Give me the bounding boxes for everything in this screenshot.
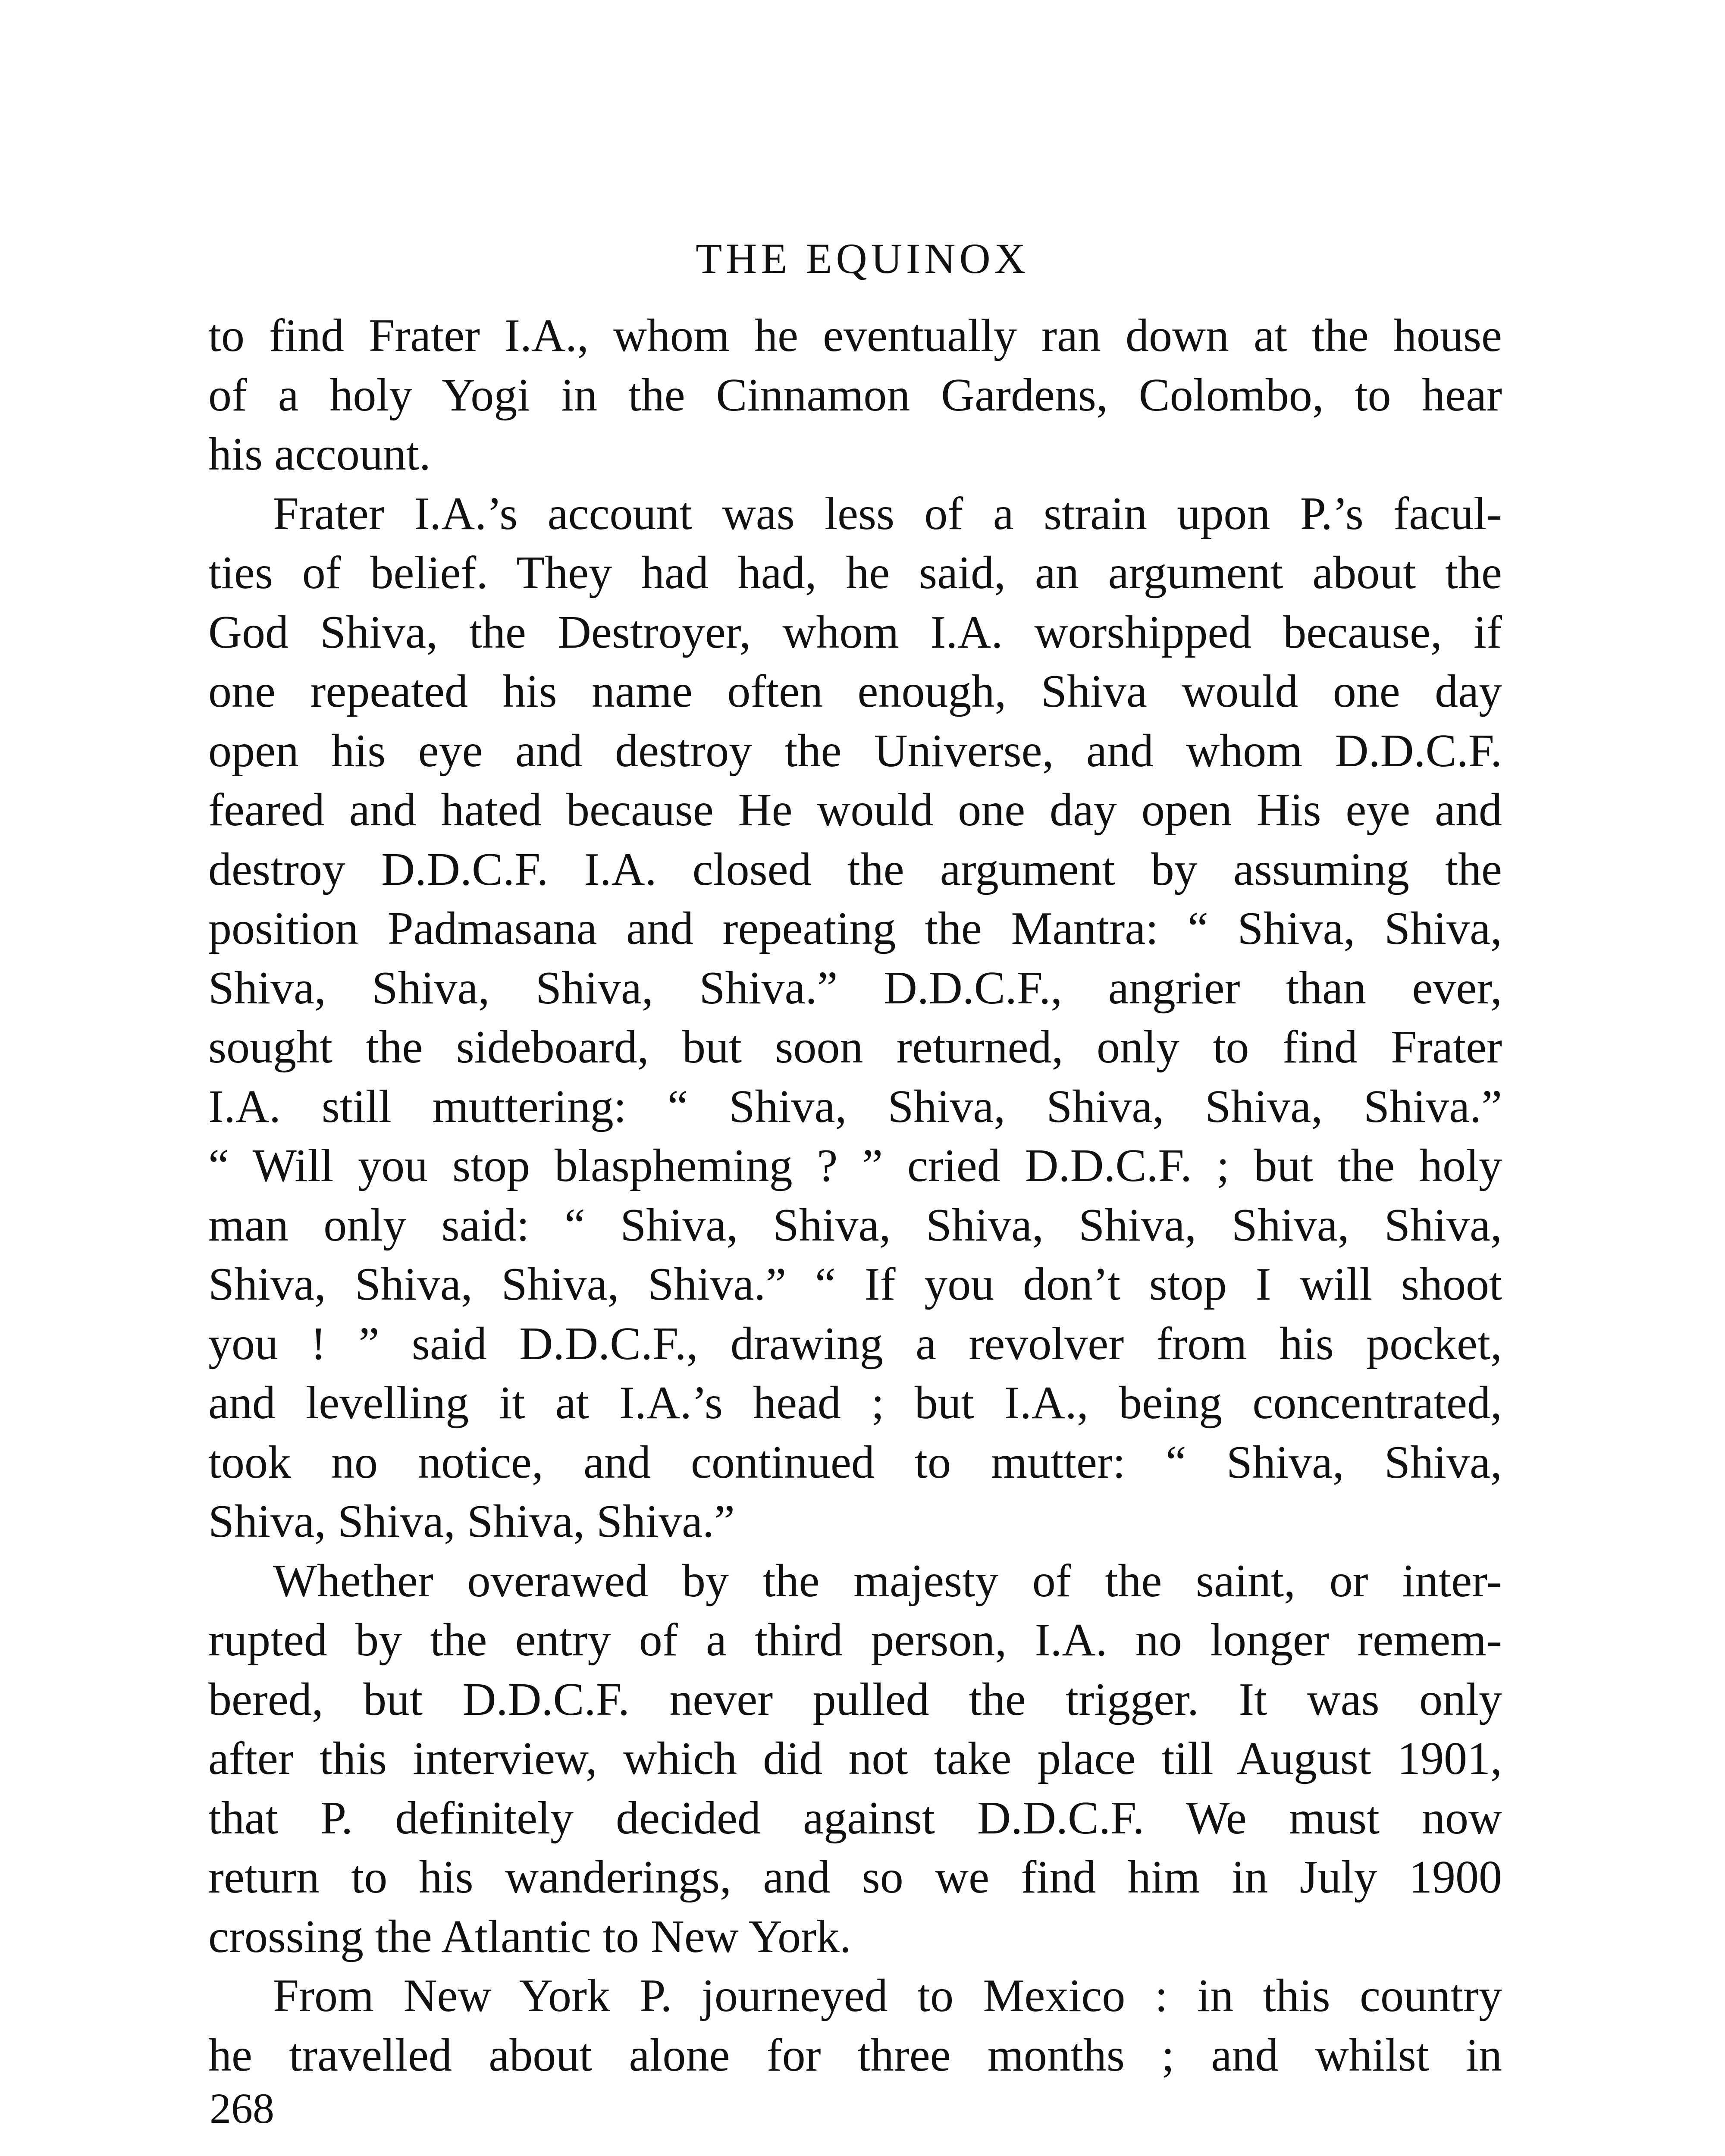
text-line: “ Will you stop blaspheming ? ” cried D.D.C.F. ; but the holy xyxy=(208,1140,1502,1191)
text-line: Whether overawed by the majesty of the saint, or inter- xyxy=(273,1555,1502,1607)
text-line: Shiva, Shiva, Shiva, Shiva.” D.D.C.F., angrier than ever, xyxy=(208,962,1502,1014)
body-text xyxy=(208,306,1502,2085)
text-line: Shiva, Shiva, Shiva, Shiva.” xyxy=(208,1496,735,1547)
text-line: of a holy Yogi in the Cinnamon Gardens, Colombo, to hear xyxy=(208,369,1502,421)
text-line: he travelled about alone for three months ; and whilst in xyxy=(208,2029,1502,2081)
text-line: crossing the Atlantic to New York. xyxy=(208,1911,851,1962)
text-line: From New York P. journeyed to Mexico : in this country xyxy=(273,1970,1502,2021)
text-line: man only said: “ Shiva, Shiva, Shiva, Shiva, Shiva, Shiva, xyxy=(208,1199,1502,1251)
paragraph xyxy=(208,1551,1502,1967)
text-line: Shiva, Shiva, Shiva, Shiva.” “ If you don’t stop I will shoot xyxy=(208,1259,1502,1310)
paragraph xyxy=(208,484,1502,1551)
text-line: return to his wanderings, and so we find him in July 1900 xyxy=(208,1852,1502,1903)
paragraph xyxy=(208,306,1502,484)
text-line: sought the sideboard, but soon returned, only to find Frater xyxy=(208,1022,1502,1073)
text-line: rupted by the entry of a third person, I.A. no longer remem- xyxy=(208,1614,1502,1666)
text-line: bered, but D.D.C.F. never pulled the trigger. It was only xyxy=(208,1673,1502,1725)
text-line: took no notice, and continued to mutter: “ Shiva, Shiva, xyxy=(208,1436,1502,1488)
running-head: THE EQUINOX xyxy=(696,235,1029,282)
text-line: Frater I.A.’s account was less of a strain upon P.’s facul- xyxy=(273,488,1502,539)
text-line: after this interview, which did not take place till August 1901, xyxy=(208,1733,1502,1784)
text-line: open his eye and destroy the Universe, and whom D.D.C.F. xyxy=(208,725,1502,777)
text-line: destroy D.D.C.F. I.A. closed the argument by assuming the xyxy=(208,843,1502,895)
text-line: I.A. still muttering: “ Shiva, Shiva, Shiva, Shiva, Shiva.” xyxy=(208,1081,1502,1132)
text-line: his account. xyxy=(208,429,431,480)
paragraph xyxy=(208,1966,1502,2085)
text-line: God Shiva, the Destroyer, whom I.A. worshipped because, if xyxy=(208,606,1502,658)
page-number: 268 xyxy=(210,2084,274,2132)
text-line: one repeated his name often enough, Shiva would one day xyxy=(208,666,1502,717)
text-line: that P. definitely decided against D.D.C.F. We must now xyxy=(208,1792,1502,1844)
text-line: ties of belief. They had had, he said, an argument about the xyxy=(208,547,1502,599)
text-line: feared and hated because He would one day open His eye and xyxy=(208,784,1502,836)
text-line: you ! ” said D.D.C.F., drawing a revolver from his pocket, xyxy=(208,1318,1502,1369)
text-line: position Padmasana and repeating the Mantra: “ Shiva, Shiva, xyxy=(208,903,1502,954)
text-line: to find Frater I.A., whom he eventually ran down at the house xyxy=(208,310,1502,361)
text-line: and levelling it at I.A.’s head ; but I.A., being concentrated, xyxy=(208,1377,1502,1429)
